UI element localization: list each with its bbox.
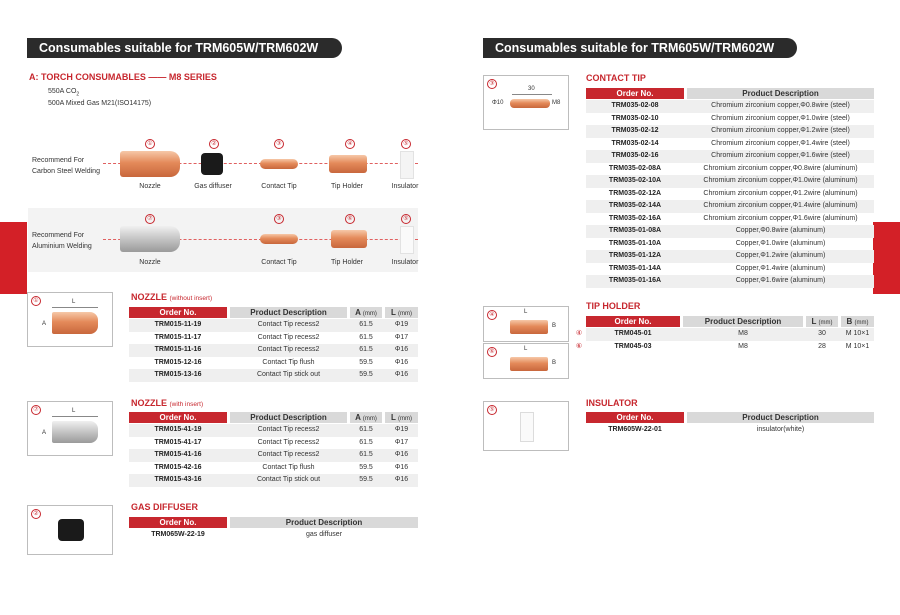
steel-num-2: ② xyxy=(209,139,219,149)
left-edge-tab xyxy=(0,222,27,294)
table-cell: TRM035-01-10A xyxy=(608,239,662,247)
table-cell: 61.5 xyxy=(359,451,373,458)
table-cell: TRM035-02-08A xyxy=(608,164,662,172)
nozzle2-dim-line xyxy=(52,416,98,417)
contact-tip-num: ③ xyxy=(487,79,497,89)
table-cell: Contact Tip stick out xyxy=(256,476,321,483)
table-cell: TRM035-02-08 xyxy=(611,102,659,109)
table-cell: TRM015-11-17 xyxy=(154,333,202,341)
nozzle2-h-l-text: L xyxy=(391,413,396,422)
table-cell: TRM035-02-14 xyxy=(611,139,659,147)
steel-holder-image xyxy=(329,155,367,173)
table-cell: Contact Tip stick out xyxy=(256,371,321,378)
table-cell: ④ xyxy=(575,330,583,337)
steel-insulator-image xyxy=(400,151,414,179)
table-cell: TRM035-02-10 xyxy=(611,114,659,122)
steel-nozzle-label: Nozzle xyxy=(139,183,161,190)
spec-1-text: 550A CO xyxy=(48,88,77,95)
table-cell: insulator(white) xyxy=(756,426,805,433)
right-edge-tab xyxy=(873,222,900,294)
nozzle1-h-l-unit: (mm) xyxy=(397,311,412,317)
left-banner: Consumables suitable for TRM605W/TRM602W xyxy=(27,38,342,58)
table-cell: Copper,Φ1.4wire (aluminum) xyxy=(735,264,826,272)
table-cell: M8 xyxy=(738,342,748,350)
steel-recommend-2: Carbon Steel Welding xyxy=(32,168,100,175)
table-cell: Contact Tip flush xyxy=(262,463,315,471)
table-cell: M 10×1 xyxy=(845,330,870,337)
table-cell: M 10×1 xyxy=(845,342,870,350)
steel-insulator-label: Insulator xyxy=(391,183,419,190)
table-cell: Copper,Φ1.6wire (aluminum) xyxy=(735,277,826,284)
table-cell: TRM015-12-16 xyxy=(154,358,202,366)
alu-holder-image xyxy=(331,230,367,248)
th-h-l-unit: (mm) xyxy=(818,320,833,326)
table-cell: Chromium zirconium copper,Φ1.4wire (aluminum) xyxy=(703,202,858,209)
th-h-desc: Product Description xyxy=(683,316,803,327)
alu-recommend-1: Recommend For xyxy=(32,232,85,239)
steel-diffuser-label: Gas diffuser xyxy=(194,183,232,190)
insulator-image xyxy=(520,412,534,442)
table-cell: TRM035-01-08A xyxy=(608,227,662,234)
table-cell: Chromium zirconium copper,Φ1.0wire (steel) xyxy=(711,114,850,122)
insulator-num: ⑤ xyxy=(487,405,497,415)
table-cell: Copper,Φ1.0wire (aluminum) xyxy=(735,239,826,247)
table-cell: TRM015-41-16 xyxy=(154,451,202,458)
table-cell: Chromium zirconium copper,Φ1.2wire (steel) xyxy=(711,127,850,134)
alu-num-7: ⑦ xyxy=(145,214,155,224)
table-cell: Chromium zirconium copper,Φ1.4wire (steel) xyxy=(711,139,850,147)
ins-h-order: Order No. xyxy=(586,412,684,423)
steel-nozzle-image xyxy=(120,151,180,177)
nozzle1-subtitle: (without insert) xyxy=(169,295,213,302)
th-a-dim-b: B xyxy=(552,323,557,329)
steel-row xyxy=(28,135,418,193)
table-cell: 61.5 xyxy=(359,346,373,353)
gas-diffuser-image-2 xyxy=(58,519,84,541)
table-cell: TRM015-42-16 xyxy=(154,463,202,471)
table-cell: 61.5 xyxy=(359,333,373,341)
table-cell: Contact Tip recess2 xyxy=(257,451,320,458)
insulator-table xyxy=(586,412,874,438)
table-cell: 61.5 xyxy=(359,426,373,433)
table-cell: 28 xyxy=(818,342,826,350)
ct-h-order: Order No. xyxy=(586,88,684,99)
table-cell: ⑥ xyxy=(575,342,583,350)
ct-dim-line xyxy=(512,94,552,95)
alu-num-6: ⑥ xyxy=(345,214,355,224)
nozzle2-dim-l: L xyxy=(72,408,76,414)
table-cell: Contact Tip recess2 xyxy=(257,346,320,353)
table-cell: 59.5 xyxy=(359,371,373,378)
gas-diffuser-title: GAS DIFFUSER xyxy=(131,502,199,512)
table-cell: 59.5 xyxy=(359,476,373,483)
table-cell: TRM015-43-16 xyxy=(154,476,202,483)
tip-holder-b-box xyxy=(483,343,569,379)
steel-num-3: ③ xyxy=(274,139,284,149)
table-cell: TRM015-11-16 xyxy=(154,346,202,353)
nozzle1-image-box xyxy=(27,292,113,347)
alu-nozzle-label: Nozzle xyxy=(139,259,161,266)
steel-num-4: ④ xyxy=(345,139,355,149)
nozzle1-h-desc: Product Description xyxy=(230,307,347,318)
table-cell: TRM605W-22-01 xyxy=(608,426,662,433)
nozzle1-h-a-unit: (mm) xyxy=(362,311,377,317)
table-cell: Φ16 xyxy=(394,358,409,366)
alu-num-3: ③ xyxy=(274,214,284,224)
ct-dim-phi: Φ10 xyxy=(492,100,504,106)
table-cell: TRM015-13-16 xyxy=(154,371,202,378)
table-cell: TRM045-03 xyxy=(614,342,652,350)
alu-holder-label: Tip Holder xyxy=(330,259,364,266)
table-cell: 61.5 xyxy=(359,438,373,446)
nozzle1-title xyxy=(131,292,212,302)
th-b-dim-b: B xyxy=(552,360,557,366)
table-cell: Chromium zirconium copper,Φ0.8wire (steel) xyxy=(711,102,850,109)
spec-line-2: 500A Mixed Gas M21(ISO14175) xyxy=(48,100,152,107)
table-cell: TRM015-11-19 xyxy=(154,321,202,328)
table-cell: TRM035-02-12A xyxy=(608,189,662,197)
table-cell: TRM035-01-14A xyxy=(608,264,662,272)
table-cell: TRM015-41-19 xyxy=(154,426,202,433)
table-cell: Φ16 xyxy=(394,346,409,353)
table-cell: gas diffuser xyxy=(305,531,343,538)
section-a-title: A: TORCH CONSUMABLES —— M8 SERIES xyxy=(29,72,217,82)
table-cell: Copper,Φ1.2wire (aluminum) xyxy=(735,252,826,259)
alu-insulator-label: Insulator xyxy=(391,259,419,266)
nozzle2-num: ⑦ xyxy=(31,405,41,415)
th-h-l-text: L xyxy=(811,317,817,326)
nozzle2-dim-a: A xyxy=(42,430,47,436)
table-cell: TRM015-41-17 xyxy=(154,438,202,446)
insulator-image-box xyxy=(483,401,569,451)
gd-h-order: Order No. xyxy=(129,517,227,528)
insulator-title: INSULATOR xyxy=(586,398,638,408)
table-cell: Chromium zirconium copper,Φ1.6wire (aluminum) xyxy=(703,214,858,222)
ct-dim-30: 30 xyxy=(528,86,535,92)
th-h-b-text: B xyxy=(846,317,853,326)
gas-diffuser-num: ② xyxy=(31,509,41,519)
alu-nozzle-image xyxy=(120,226,180,252)
th-h-b-unit: (mm) xyxy=(854,320,869,326)
table-cell: Contact Tip recess2 xyxy=(257,333,320,341)
table-cell: Contact Tip recess2 xyxy=(257,438,320,446)
nozzle2-title-text: NOZZLE xyxy=(131,398,167,408)
nozzle2-h-a xyxy=(350,412,382,423)
aluminium-row xyxy=(28,208,418,272)
table-cell: Φ17 xyxy=(394,438,409,446)
nozzle2-table xyxy=(129,412,418,488)
nozzle1-h-l-text: L xyxy=(391,308,396,317)
steel-recommend-1: Recommend For xyxy=(32,157,85,164)
gd-h-desc: Product Description xyxy=(230,517,418,528)
steel-tip-label: Contact Tip xyxy=(261,183,297,190)
nozzle1-num: ① xyxy=(31,296,41,306)
nozzle1-dim-line xyxy=(52,307,98,308)
table-cell: TRM035-02-16 xyxy=(611,152,659,159)
nozzle1-dim-a: A xyxy=(42,321,47,327)
gas-diffuser-image xyxy=(201,153,223,175)
table-cell: Φ16 xyxy=(394,371,409,378)
nozzle2-h-l xyxy=(385,412,418,423)
th-h-order: Order No. xyxy=(586,316,680,327)
th-h-b xyxy=(841,316,874,327)
th-h-l xyxy=(806,316,838,327)
table-cell: Φ19 xyxy=(394,321,409,328)
nozzle1-h-a-text: A xyxy=(355,308,361,317)
alu-tip-label: Contact Tip xyxy=(261,259,297,266)
steel-num-5: ⑤ xyxy=(401,139,411,149)
nozzle2-h-order: Order No. xyxy=(129,412,227,423)
table-cell: Φ17 xyxy=(394,333,409,341)
table-cell: 59.5 xyxy=(359,463,373,471)
right-banner: Consumables suitable for TRM605W/TRM602W xyxy=(483,38,797,58)
contact-tip-table xyxy=(586,88,874,290)
gas-diffuser-table xyxy=(129,517,418,543)
steel-holder-label: Tip Holder xyxy=(330,183,364,190)
nozzle2-h-a-unit: (mm) xyxy=(362,416,377,422)
table-cell: Contact Tip recess2 xyxy=(257,321,320,328)
th-b-dim-l: L xyxy=(524,346,528,352)
table-cell: Φ19 xyxy=(394,426,409,433)
table-cell: Contact Tip recess2 xyxy=(257,426,320,433)
table-cell: Φ16 xyxy=(394,451,409,458)
nozzle1-h-l xyxy=(385,307,418,318)
table-cell: Contact Tip flush xyxy=(262,358,315,366)
table-cell: TRM035-02-16A xyxy=(608,214,662,222)
ct-h-desc: Product Description xyxy=(687,88,874,99)
alu-insulator-image xyxy=(400,226,414,254)
tip-holder-a-num: ④ xyxy=(487,310,497,320)
table-cell: TRM035-02-10A xyxy=(608,177,662,184)
steel-tip-image xyxy=(260,159,298,169)
nozzle2-subtitle: (with insert) xyxy=(169,401,204,408)
table-cell: 30 xyxy=(818,330,826,337)
tip-holder-b-image xyxy=(510,357,548,371)
table-cell: Chromium zirconium copper,Φ1.0wire (aluminum) xyxy=(703,177,858,184)
ct-dim-m8: M8 xyxy=(552,100,561,106)
nozzle1-h-order: Order No. xyxy=(129,307,227,318)
gas-diffuser-image-box xyxy=(27,505,113,555)
alu-tip-image xyxy=(260,234,298,244)
table-cell: Φ16 xyxy=(394,476,409,483)
tip-holder-table xyxy=(573,316,874,354)
nozzle2-h-a-text: A xyxy=(355,413,361,422)
table-cell: TRM035-02-12 xyxy=(611,127,659,134)
alu-recommend-2: Aluminium Welding xyxy=(32,243,92,250)
table-cell: TRM045-01 xyxy=(614,330,652,337)
spec-1-sub: 2 xyxy=(76,91,80,98)
table-cell: 61.5 xyxy=(359,321,373,328)
nozzle2-title xyxy=(131,398,203,408)
nozzle2-h-desc: Product Description xyxy=(230,412,347,423)
table-cell: Chromium zirconium copper,Φ1.2wire (aluminum) xyxy=(703,189,858,197)
tip-holder-a-image xyxy=(510,320,548,334)
contact-tip-image-box xyxy=(483,75,569,130)
ins-h-desc: Product Description xyxy=(687,412,874,423)
tip-holder-title: TIP HOLDER xyxy=(586,301,641,311)
tip-holder-b-num: ⑥ xyxy=(487,347,497,357)
table-cell: M8 xyxy=(738,330,748,337)
table-cell: Φ16 xyxy=(394,463,409,471)
table-cell: TRM035-01-16A xyxy=(608,277,662,284)
table-cell: TRM035-01-12A xyxy=(608,252,662,259)
contact-tip-image xyxy=(510,99,550,108)
table-cell: 59.5 xyxy=(359,358,373,366)
table-cell: Chromium zirconium copper,Φ0.8wire (aluminum) xyxy=(703,164,858,172)
nozzle2-image xyxy=(52,421,98,443)
alu-num-5: ⑤ xyxy=(401,214,411,224)
nozzle2-image-box xyxy=(27,401,113,456)
table-cell: TRM035-02-14A xyxy=(608,202,662,209)
nozzle1-image xyxy=(52,312,98,334)
steel-num-1: ① xyxy=(145,139,155,149)
nozzle1-title-text: NOZZLE xyxy=(131,292,167,302)
nozzle1-table xyxy=(129,307,418,383)
table-cell: Copper,Φ0.8wire (aluminum) xyxy=(735,227,826,234)
nozzle2-h-l-unit: (mm) xyxy=(397,416,412,422)
table-cell: Chromium zirconium copper,Φ1.6wire (steel) xyxy=(711,152,850,159)
contact-tip-title: CONTACT TIP xyxy=(586,73,646,83)
spec-line-1 xyxy=(48,88,79,97)
tip-holder-a-box xyxy=(483,306,569,342)
table-cell: TRM065W-22-19 xyxy=(151,531,205,538)
nozzle1-dim-l: L xyxy=(72,299,76,305)
th-a-dim-l: L xyxy=(524,309,528,315)
nozzle1-h-a xyxy=(350,307,382,318)
